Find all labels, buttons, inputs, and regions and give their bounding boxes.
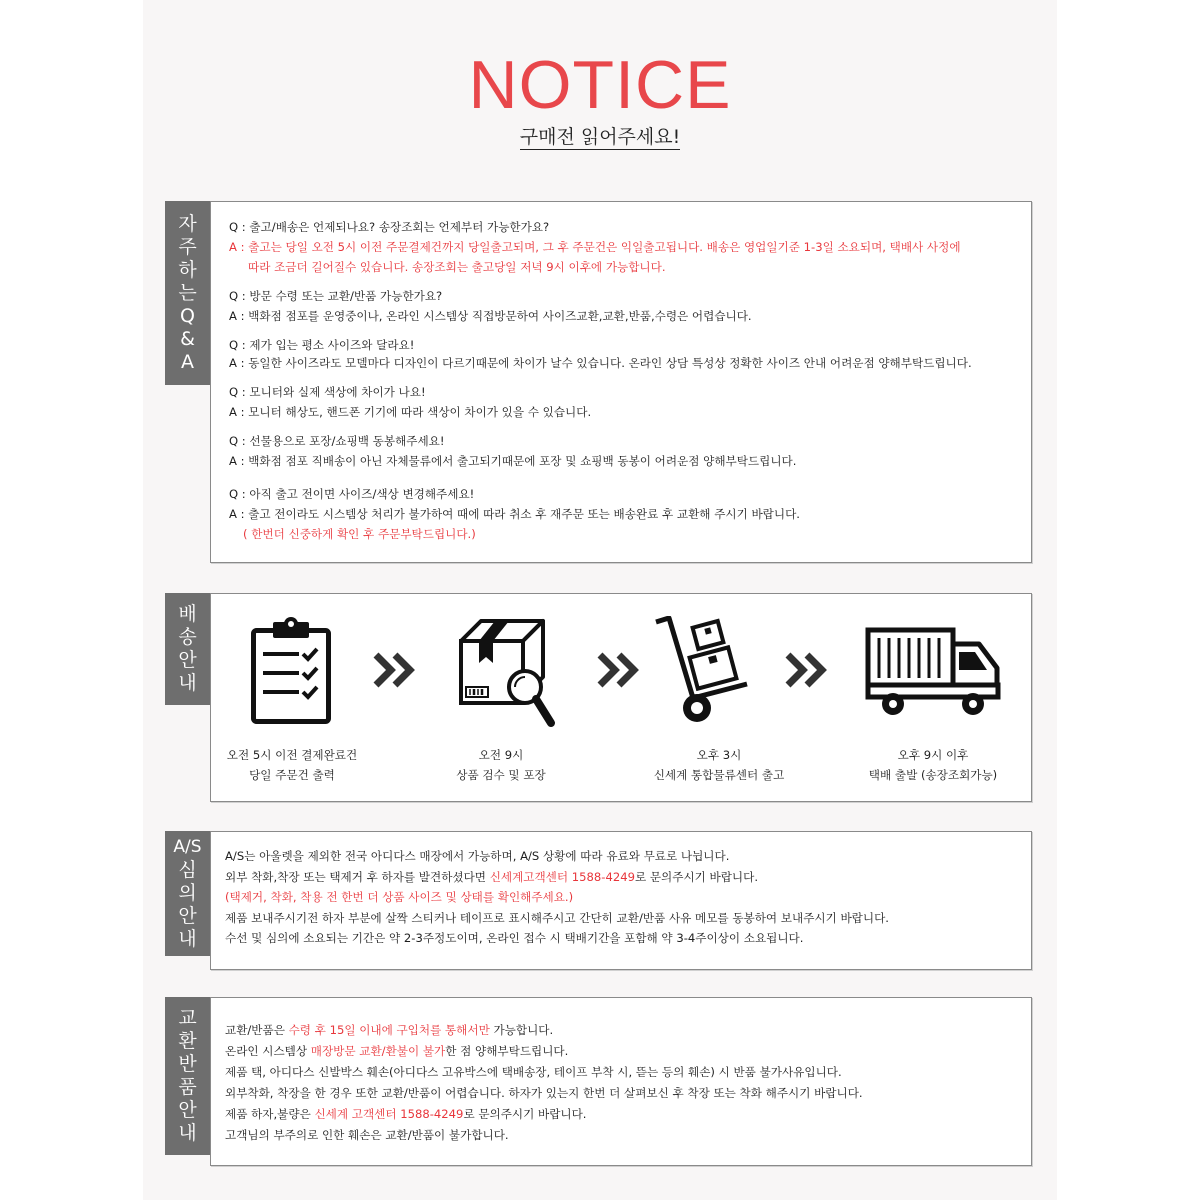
- as-section-tab: [165, 831, 210, 956]
- tab-char: 내: [178, 928, 197, 950]
- page-subtitle: [0, 124, 1200, 150]
- qa-section-tab: [165, 201, 210, 385]
- qa-answer: A : 백화점 점포 직배송이 아닌 자체물류에서 출고되기때문에 포장 및 쇼핑백 동봉이 어려운점 양해부탁드립니다.: [229, 454, 797, 468]
- highlight-text: 신세계 고객센터 1588-4249: [314, 1107, 464, 1121]
- exchange-line: [225, 1043, 568, 1059]
- step-desc: 상품 검수 및 포장: [456, 768, 546, 782]
- highlight-text: 매장방문 교환/환불이 불가: [310, 1044, 446, 1058]
- body-text: 온라인 시스템상: [225, 1044, 311, 1058]
- as-line: [225, 869, 758, 885]
- tab-char: 안: [178, 905, 197, 927]
- shipping-section-tab: [165, 593, 210, 705]
- tab-char: 의: [178, 882, 197, 904]
- step-desc: 신세계 통합물류센터 출고: [653, 768, 785, 782]
- delivery-truck-icon: [865, 626, 1001, 718]
- tab-char: 하: [178, 258, 197, 281]
- tab-char: 품: [178, 1076, 197, 1098]
- qa-section-box: [210, 201, 1032, 563]
- highlight-text: 수령 후 15일 이내에 구입처를 통해서만: [288, 1023, 490, 1037]
- exchange-section-tab: [165, 997, 210, 1155]
- as-line: [225, 930, 803, 946]
- exchange-section-box: [210, 997, 1032, 1166]
- qa-question: Q : 방문 수령 또는 교환/반품 가능한가요?: [229, 289, 443, 303]
- body-text: A/S는 아울렛을 제외한 전국 아디다스 매장에서 가능하며, A/S 상황에 따라 유료와 무료로 나뉩니다.: [225, 849, 730, 863]
- chevron-right-icon: [597, 652, 641, 688]
- as-section-box: [210, 831, 1032, 970]
- tab-char: 내: [178, 672, 197, 694]
- tab-char: 는: [178, 281, 197, 304]
- step-time: 오전 5시 이전 결제완료건: [226, 748, 358, 762]
- exchange-line: [225, 1022, 553, 1038]
- subtitle-text: 구매전 읽어주세요!: [519, 126, 681, 148]
- tab-char: 환: [178, 1030, 197, 1052]
- qa-question: Q : 제가 입는 평소 사이즈와 달라요!: [229, 338, 415, 352]
- qa-answer-note: ( 한번더 신중하게 확인 후 주문부탁드립니다.): [243, 527, 476, 541]
- qa-answer: A : 출고는 당일 오전 5시 이전 주문결제건까지 당일출고되며, 그 후 주문건은 익일출고됩니다. 배송은 영업일기준 1-3일 소요되며, 택배사 사정에: [229, 240, 961, 254]
- exchange-line: [225, 1085, 863, 1101]
- chevron-right-icon: [373, 652, 417, 688]
- qa-answer-cont: 따라 조금더 길어질수 있습니다. 송장조회는 출고당일 저녁 9시 이후에 가능합니다.: [248, 260, 666, 274]
- qa-question: Q : 선물용으로 포장/쇼핑백 동봉해주세요!: [229, 434, 445, 448]
- qa-answer: A : 동일한 사이즈라도 모델마다 디자인이 다르기때문에 차이가 날수 있습니다. 온라인 상담 특성상 정확한 사이즈 안내 어려운점 양해부탁드립니다.: [229, 356, 972, 370]
- body-text: 제품 택, 아디다스 신발박스 훼손(아디다스 고유박스에 택배송장, 테이프 부착 시, 뜯는 등의 훼손) 시 반품 불가사유입니다.: [225, 1065, 842, 1079]
- body-text: 로 문의주시기 바랍니다.: [634, 869, 759, 884]
- body-text: 가능합니다.: [489, 1023, 554, 1037]
- step-time: 오전 9시: [478, 748, 524, 762]
- qa-question: Q : 아직 출고 전이면 사이즈/색상 변경해주세요!: [229, 487, 475, 501]
- shipping-step-2-text: [401, 745, 601, 785]
- tab-char: 내: [178, 1122, 197, 1144]
- qa-answer: A : 모니터 해상도, 핸드폰 기기에 따라 색상이 차이가 있을 수 있습니다.: [229, 405, 592, 419]
- body-text: 한 점 양해부탁드립니다.: [445, 1044, 569, 1058]
- body-text: 고객님의 부주의로 인한 훼손은 교환/반품이 불가합니다.: [225, 1128, 509, 1142]
- tab-char: A: [181, 350, 194, 373]
- tab-char: A/S: [173, 837, 202, 857]
- exchange-line: [225, 1064, 842, 1080]
- step-time: 오후 9시 이후: [897, 748, 969, 762]
- body-text: 수선 및 심의에 소요되는 기간은 약 2-3주정도이며, 온라인 접수 시 택배기간을 포함해 약 3-4주이상이 소요됩니다.: [225, 931, 804, 945]
- box-inspect-icon: [451, 617, 563, 729]
- shipping-step-4-text: [833, 745, 1033, 785]
- tab-char: 주: [178, 235, 197, 258]
- qa-answer: A : 백화점 점포를 운영중이나, 온라인 시스템상 직접방문하여 사이즈교환,교환,반품,수령은 어렵습니다.: [229, 309, 752, 323]
- body-text: 외부 착화,착장 또는 택제거 후 하자를 발견하셨다면: [225, 869, 490, 884]
- exchange-line: [225, 1106, 587, 1122]
- body-text: 교환/반품은: [225, 1023, 289, 1037]
- qa-answer: A : 출고 전이라도 시스템상 처리가 불가하여 때에 따라 취소 후 재주문 또는 배송완료 후 교환해 주시기 바랍니다.: [229, 507, 800, 521]
- shipping-section-box: [210, 593, 1032, 802]
- step-time: 오후 3시: [696, 748, 742, 762]
- as-line: [225, 848, 729, 864]
- chevron-right-icon: [785, 652, 829, 688]
- tab-char: 안: [178, 649, 197, 671]
- page-title: NOTICE: [468, 47, 732, 123]
- tab-char: 안: [178, 1099, 197, 1121]
- tab-char: 심: [178, 859, 197, 881]
- as-line: [225, 889, 573, 905]
- as-line: [225, 910, 889, 926]
- body-text: 제품 보내주시기전 하자 부분에 살짝 스티커나 테이프로 표시해주시고 간단히 교환/반품 사유 메모를 동봉하여 보내주시기 바랍니다.: [225, 910, 889, 925]
- tab-char: 교: [178, 1007, 197, 1029]
- exchange-line: [225, 1127, 509, 1143]
- tab-char: 배: [178, 603, 197, 625]
- qa-question: Q : 출고/배송은 언제되나요? 송장조회는 언제부터 가능한가요?: [229, 220, 550, 234]
- highlight-text: (택제거, 착화, 착용 전 한번 더 상품 사이즈 및 상태를 확인해주세요.): [225, 890, 574, 904]
- qa-question: Q : 모니터와 실제 색상에 차이가 나요!: [229, 385, 426, 399]
- tab-char: Q: [180, 304, 195, 327]
- shipping-step-3-text: [619, 745, 819, 785]
- hand-truck-icon: [653, 616, 753, 728]
- tab-char: 자: [178, 212, 197, 235]
- body-text: 외부착화, 착장을 한 경우 또한 교환/반품이 어렵습니다. 하자가 있는지 한번 더 살펴보신 후 착장 또는 착화 해주시기 바랍니다.: [225, 1086, 863, 1100]
- step-desc: 당일 주문건 출력: [249, 768, 335, 782]
- body-text: 로 문의주시기 바랍니다.: [463, 1107, 587, 1121]
- body-text: 제품 하자,불량은: [225, 1107, 315, 1121]
- shipping-step-1-text: [192, 745, 392, 785]
- step-desc: 택배 출발 (송장조회가능): [868, 768, 998, 782]
- tab-char: 반: [178, 1053, 197, 1075]
- clipboard-icon: [251, 616, 331, 724]
- tab-char: 송: [178, 626, 197, 648]
- tab-char: &: [180, 327, 195, 350]
- highlight-text: 신세계고객센터 1588-4249: [489, 869, 635, 884]
